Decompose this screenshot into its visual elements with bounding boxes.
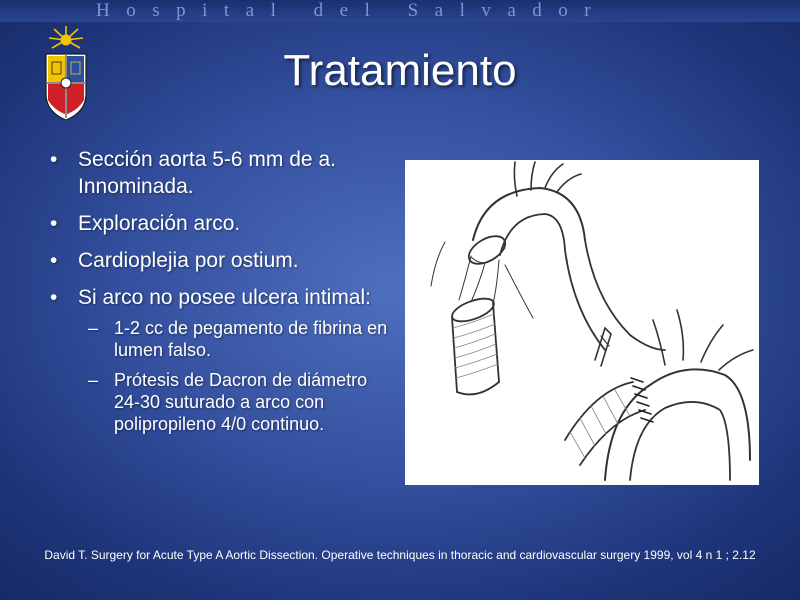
citation: David T. Surgery for Acute Type A Aortic Dissection. Operative techniques in thoracic and cardiovascular surgery 1999, vol 4 n 1 ; 2.12	[44, 548, 756, 562]
bullet-text: Exploración arco.	[78, 212, 241, 235]
bullet-marker: •	[50, 249, 58, 272]
bullet-marker: •	[50, 286, 58, 309]
bullet-item	[46, 284, 398, 435]
sub-bullet-text: 1-2 cc de pegamento de fibrina en lumen falso.	[114, 318, 388, 360]
bullet-item	[46, 247, 398, 274]
sub-bullet-text: Prótesis de Dacron de diámetro 24-30 suturado a arco con polipropileno 4/0 continuo.	[114, 370, 368, 434]
bullet-item	[46, 210, 398, 237]
bullet-item	[46, 146, 398, 200]
bullet-text: Cardioplejia por ostium.	[78, 249, 299, 272]
slide-title: Tratamiento	[283, 46, 517, 95]
bullet-list	[46, 146, 398, 445]
sub-bullet-marker: –	[88, 370, 99, 390]
sub-bullet-list	[78, 317, 398, 435]
bullet-text: Sección aorta 5-6 mm de a. Innominada.	[78, 148, 336, 198]
bullet-marker: •	[50, 212, 58, 235]
aortic-repair-illustration	[405, 160, 759, 485]
university-crest-icon	[38, 24, 94, 124]
sub-bullet-item	[78, 317, 398, 361]
hospital-name: Hospital del Salvador	[96, 0, 608, 21]
bullet-marker: •	[50, 148, 58, 171]
bullet-text: Si arco no posee ulcera intimal:	[78, 286, 371, 309]
sub-bullet-marker: –	[88, 318, 99, 338]
sub-bullet-item	[78, 369, 398, 435]
